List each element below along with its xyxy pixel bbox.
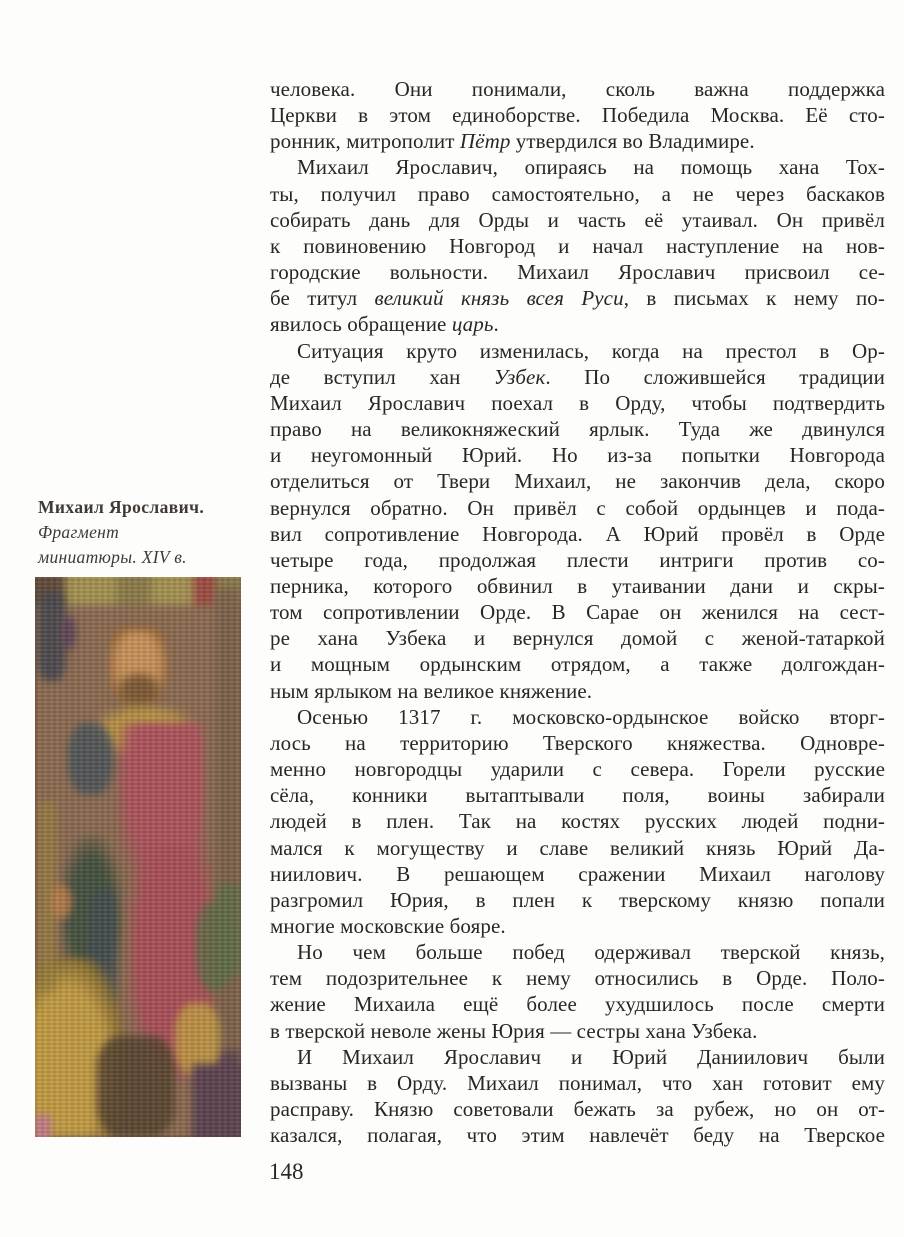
figure-caption-subtitle-line2: миниатюры. XIV в.	[38, 547, 187, 567]
text-line: городские вольности. Михаил Ярославич присвоил се-	[270, 260, 885, 285]
text-line: ным ярлыком на великое княжение.	[270, 678, 593, 703]
text-line: ниилович. В решающем сражении Михаил наголову	[270, 861, 885, 886]
text-line: Осенью 1317 г. московско-ордынское войско вторг-	[297, 704, 885, 729]
text-line: четыре года, продолжая плести интриги против со-	[270, 547, 885, 572]
text-line: жение Михаила ещё более ухудшилось после смерти	[270, 992, 885, 1017]
figure-caption-subtitle-line1: Фрагмент	[38, 522, 120, 542]
text-line: Церкви в этом единоборстве. Победила Москва. Её сто-	[270, 103, 885, 128]
text-line: мался к могуществу и славе великий князь Юрий Да-	[270, 835, 885, 860]
paragraph	[270, 76, 885, 154]
page-number: 148	[269, 1159, 304, 1184]
text-line: и мощным ордынским отрядом, а также долгождан-	[270, 652, 885, 677]
text-line: ронник, митрополит Пётр утвердился во Владимире.	[270, 129, 755, 154]
paragraph	[270, 338, 885, 704]
text-line: Михаил Ярославич, опираясь на помощь хана Тох-	[297, 155, 885, 180]
paragraph	[270, 1044, 885, 1149]
text-line: ты, получил право самостоятельно, а не через баскаков	[270, 181, 885, 206]
paragraph	[270, 939, 885, 1044]
text-line: тем подозрительнее к нему относились в Орде. Поло-	[270, 966, 885, 991]
text-line: де вступил хан Узбек. По сложившейся традиции	[270, 364, 885, 389]
text-line: менно новгородцы ударили с севера. Горели русские	[270, 757, 885, 782]
body-text	[270, 76, 885, 1148]
text-line: лось на территорию Тверского княжества. Одновре-	[270, 730, 885, 755]
text-line: и неугомонный Юрий. Но из-за попытки Новгорода	[270, 443, 885, 468]
text-line: право на великокняжеский ярлык. Туда же двинулся	[270, 417, 885, 442]
text-line: в тверской неволе жены Юрия — сестры хана Узбека.	[270, 1018, 758, 1043]
text-line: вызваны в Орду. Михаил понимал, что хан готовит ему	[270, 1070, 885, 1095]
paragraph	[270, 704, 885, 939]
text-line: вернулся обратно. Он привёл с собой ордынцев и пода-	[270, 495, 885, 520]
text-line: разгромил Юрия, в плен к тверскому князю попали	[270, 887, 885, 912]
text-line: явилось обращение царь.	[270, 312, 499, 337]
text-line: перника, которого обвинил в утаивании дани и скры-	[270, 573, 885, 598]
paragraph	[270, 154, 885, 337]
text-line: казался, полагая, что этим навлечёт беду на Тверское	[270, 1123, 885, 1148]
text-line: к повиновению Новгород и начал наступление на нов-	[270, 233, 885, 258]
text-line: ре хана Узбека и вернулся домой с женой-татаркой	[270, 626, 885, 651]
text-line: человека. Они понимали, сколь важна поддержка	[270, 77, 885, 101]
text-line: вил сопротивление Новгорода. А Юрий провёл в Орде	[270, 521, 885, 546]
figure-caption	[38, 495, 258, 570]
text-line: многие московские бояре.	[270, 914, 506, 938]
text-line: Но чем больше побед одерживал тверской князь,	[297, 940, 885, 965]
text-line: расправу. Князю советовали бежать за рубеж, но он от-	[270, 1097, 885, 1122]
miniature-texture	[35, 577, 241, 1137]
miniature-image	[35, 577, 241, 1137]
text-line: Михаил Ярославич поехал в Орду, чтобы подтвердить	[270, 390, 885, 415]
figure-caption-title: Михаил Ярославич.	[38, 497, 205, 517]
text-line: бе титул великий князь всея Руси, в письмах к нему по-	[270, 286, 885, 311]
text-line: Ситуация круто изменилась, когда на престол в Ор-	[297, 338, 885, 363]
text-line: отделиться от Твери Михаил, не закончив дела, скоро	[270, 469, 885, 494]
text-line: И Михаил Ярославич и Юрий Даниилович были	[297, 1044, 885, 1069]
text-line: людей в плен. Так на костях русских людей подни-	[270, 809, 885, 834]
text-line: сёла, конники вытаптывали поля, воины забирали	[270, 783, 885, 808]
text-line: том сопротивлении Орде. В Сарае он женился на сест-	[270, 600, 885, 625]
text-line: собирать дань для Орды и часть её утаивал. Он привёл	[270, 207, 885, 232]
